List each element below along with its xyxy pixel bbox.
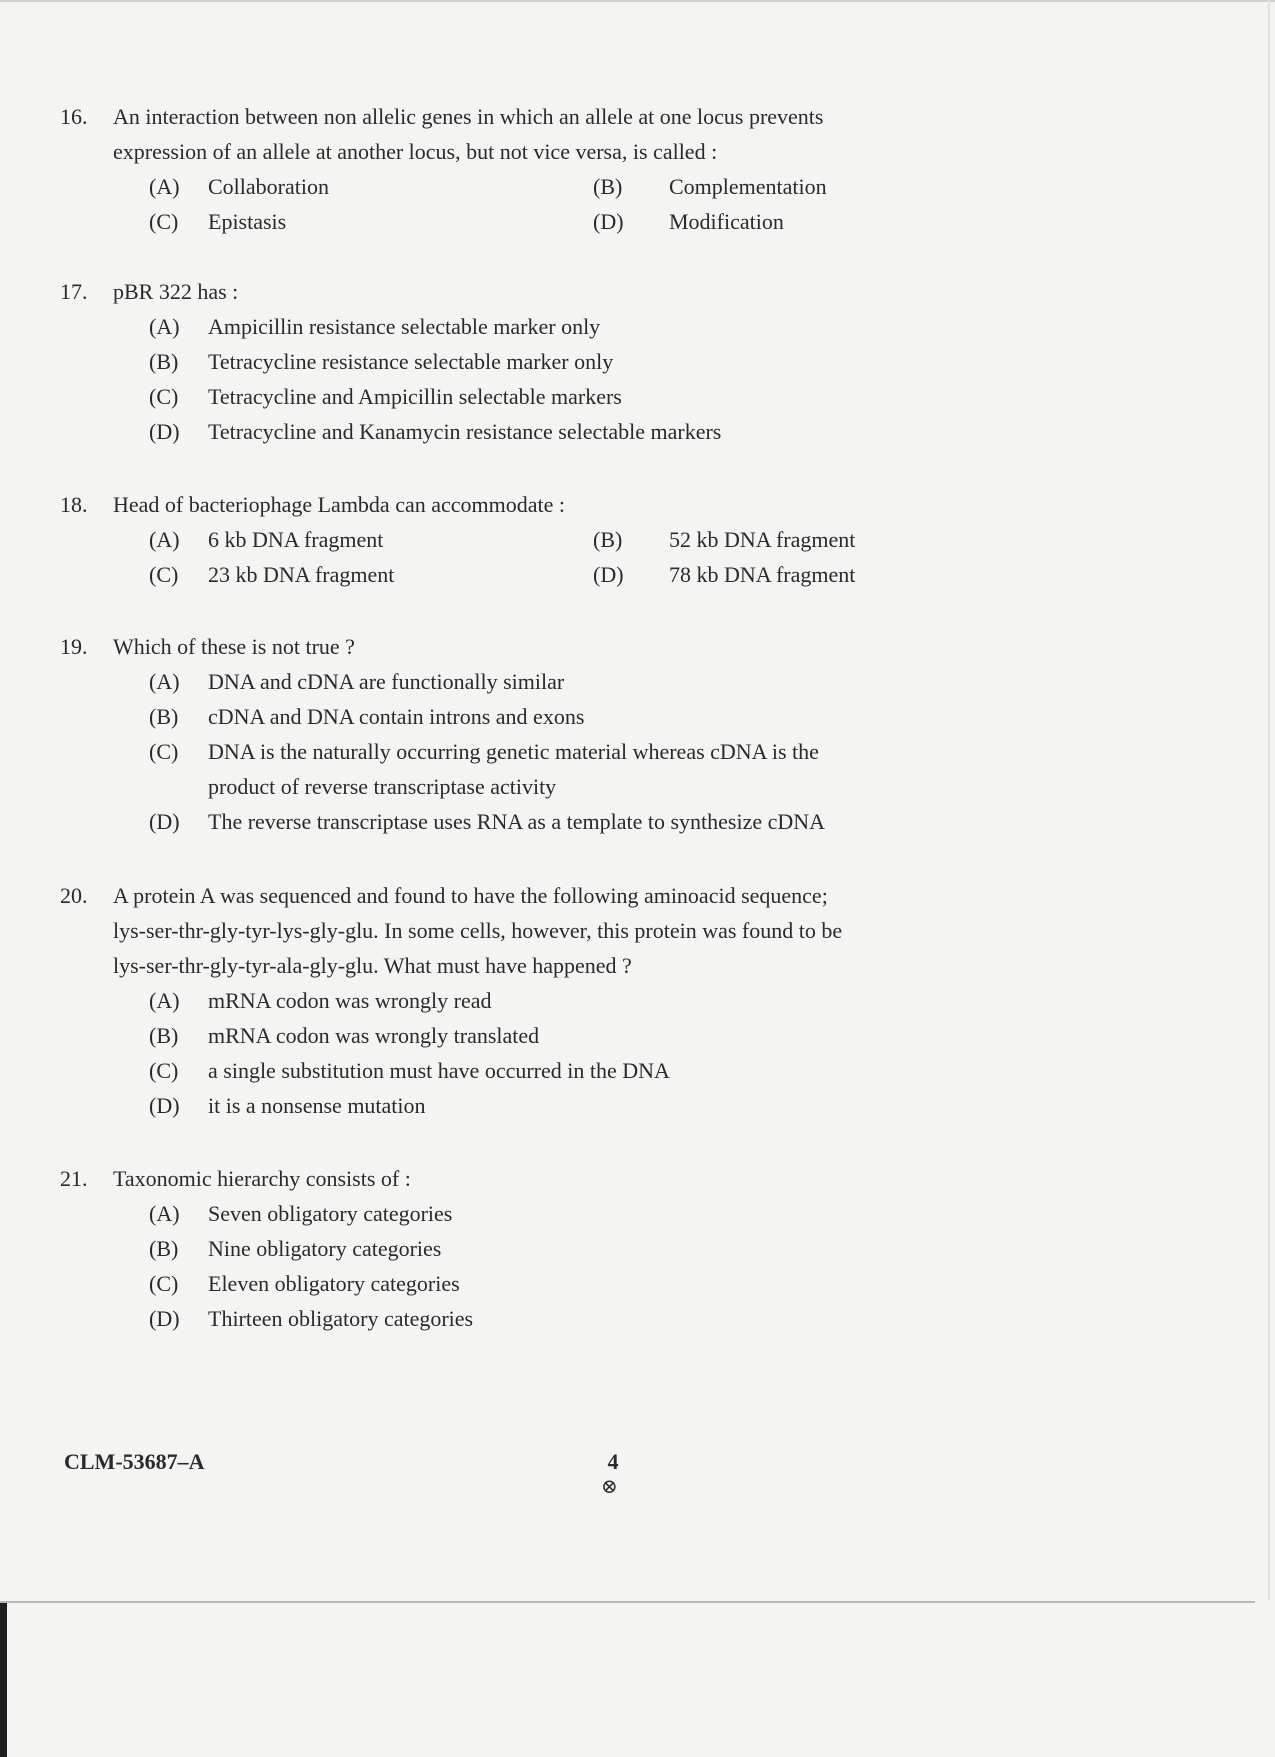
option-row: [60, 1266, 960, 1301]
option-label: (D): [149, 1093, 180, 1118]
question-text-line: lys-ser-thr-gly-tyr-lys-gly-glu. In some cells, however, this protein was found to be: [113, 918, 843, 943]
option-text: Tetracycline and Ampicillin selectable markers: [208, 384, 622, 409]
question-text-line: Taxonomic hierarchy consists of :: [113, 1166, 411, 1191]
option-row: [60, 734, 960, 804]
option-text: Collaboration: [208, 174, 329, 199]
option-text: Eleven obligatory categories: [208, 1271, 460, 1296]
option-row: [60, 1018, 960, 1053]
question-text-line: A protein A was sequenced and found to have the following aminoacid sequence;: [113, 883, 828, 908]
option-text: Ampicillin resistance selectable marker only: [208, 314, 601, 339]
option-row: [60, 664, 960, 699]
option-row: [60, 414, 960, 449]
scan-right-edge: [1268, 0, 1270, 1600]
option-text: Epistasis: [208, 209, 287, 234]
question-20: [60, 878, 960, 1123]
option-text: it is a nonsense mutation: [208, 1093, 426, 1118]
option-text: 23 kb DNA fragment: [208, 562, 395, 587]
option-label: (B): [593, 527, 623, 552]
option-row: [60, 983, 960, 1018]
question-16: [60, 99, 960, 239]
option-text: Seven obligatory categories: [208, 1201, 453, 1226]
option-text: Modification: [669, 209, 784, 234]
option-row: [60, 1301, 960, 1336]
question-text-line: Which of these is not true ?: [113, 634, 355, 659]
page-number: 4: [607, 1449, 619, 1474]
option-row: [60, 344, 960, 379]
option-label: (D): [149, 809, 180, 834]
question-text-line: expression of an allele at another locus, but not vice versa, is called :: [113, 139, 718, 164]
scan-page-edge: [0, 1601, 1255, 1603]
option-label: (D): [149, 419, 180, 444]
question-text-line: pBR 322 has :: [113, 279, 239, 304]
question-17: [60, 274, 960, 449]
option-label: (B): [149, 704, 179, 729]
option-text: mRNA codon was wrongly read: [208, 988, 492, 1013]
option-label: (A): [149, 527, 180, 552]
option-label: (A): [149, 174, 180, 199]
option-row: [60, 1231, 960, 1266]
question-text-line: lys-ser-thr-gly-tyr-ala-gly-glu. What must have happened ?: [113, 953, 632, 978]
question-number: 19.: [60, 634, 88, 659]
option-label: (C): [149, 562, 179, 587]
page-mark-icon: ⊗: [601, 1476, 618, 1498]
option-text: [208, 734, 968, 804]
question-number: 16.: [60, 104, 88, 129]
option-text: 6 kb DNA fragment: [208, 527, 384, 552]
option-label: (B): [149, 1236, 179, 1261]
question-number: 17.: [60, 279, 88, 304]
option-text: DNA and cDNA are functionally similar: [208, 669, 565, 694]
question-number: 18.: [60, 492, 88, 517]
option-row: [60, 309, 960, 344]
option-text: 52 kb DNA fragment: [669, 527, 856, 552]
option-row: [60, 804, 960, 839]
option-row: [60, 1196, 960, 1231]
option-row: [60, 379, 960, 414]
option-row: [60, 169, 960, 204]
scan-top-edge: [0, 0, 1275, 2]
option-text: a single substitution must have occurred in the DNA: [208, 1058, 670, 1083]
question-21: [60, 1161, 960, 1336]
option-label: (C): [149, 1271, 179, 1296]
option-row: [60, 1053, 960, 1088]
option-row: [60, 522, 960, 557]
option-text: Tetracycline resistance selectable marker only: [208, 349, 614, 374]
paper-code: CLM-53687–A: [64, 1449, 205, 1474]
question-number: 20.: [60, 883, 88, 908]
option-label: (C): [149, 209, 179, 234]
option-text: Thirteen obligatory categories: [208, 1306, 474, 1331]
option-text-line: product of reverse transcriptase activity: [208, 774, 557, 799]
option-text-line: DNA is the naturally occurring genetic material whereas cDNA is the: [208, 739, 819, 764]
question-number: 21.: [60, 1166, 88, 1191]
question-18: [60, 487, 960, 592]
option-text: mRNA codon was wrongly translated: [208, 1023, 540, 1048]
option-label: (C): [149, 384, 179, 409]
option-text: The reverse transcriptase uses RNA as a template to synthesize cDNA: [208, 809, 826, 834]
option-label: (A): [149, 669, 180, 694]
option-label: (D): [593, 562, 624, 587]
option-text: 78 kb DNA fragment: [669, 562, 856, 587]
question-text-line: An interaction between non allelic genes in which an allele at one locus prevents: [113, 104, 824, 129]
option-label: (A): [149, 1201, 180, 1226]
option-label: (C): [149, 739, 179, 764]
option-label: (B): [149, 349, 179, 374]
option-label: (D): [593, 209, 624, 234]
option-text: cDNA and DNA contain introns and exons: [208, 704, 585, 729]
option-row: [60, 699, 960, 734]
option-label: (B): [149, 1023, 179, 1048]
option-label: (B): [593, 174, 623, 199]
option-text: Complementation: [669, 174, 827, 199]
option-text: Nine obligatory categories: [208, 1236, 442, 1261]
option-label: (A): [149, 988, 180, 1013]
option-text: Tetracycline and Kanamycin resistance selectable markers: [208, 419, 722, 444]
option-label: (A): [149, 314, 180, 339]
option-label: (C): [149, 1058, 179, 1083]
option-row: [60, 1088, 960, 1123]
option-label: (D): [149, 1306, 180, 1331]
option-row: [60, 557, 960, 592]
scan-left-bar: [0, 1603, 7, 1757]
question-text-line: Head of bacteriophage Lambda can accommodate :: [113, 492, 565, 517]
question-19: [60, 629, 960, 839]
option-row: [60, 204, 960, 239]
